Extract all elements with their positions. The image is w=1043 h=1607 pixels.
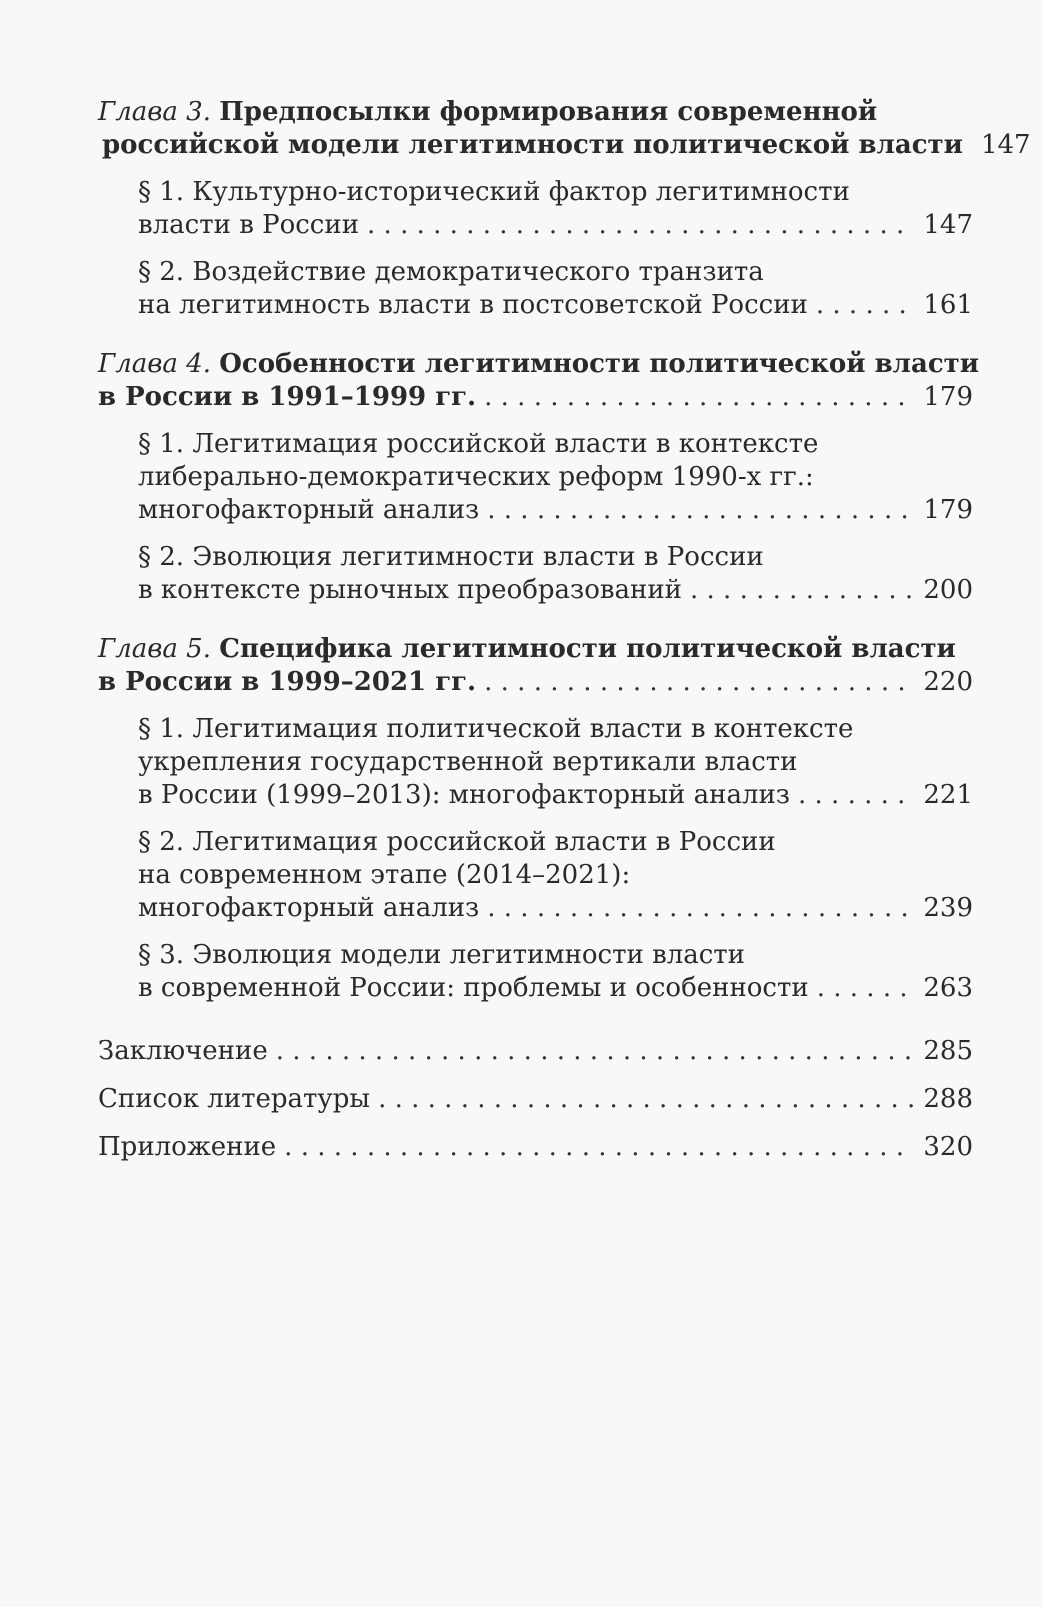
- section-3-1-line1: § 1. Культурно-исторический фактор легитимности: [138, 177, 850, 207]
- section-5-1-line3: в России (1999–2013): многофакторный анализ: [138, 780, 790, 810]
- chapter-3-heading-line2: [98, 129, 1031, 162]
- dot-leader: [816, 289, 913, 322]
- toc-section-3-1: [98, 176, 973, 242]
- dot-leader: [817, 972, 914, 1005]
- section-3-2-last-line: [138, 289, 973, 322]
- section-3-2-page: 161: [923, 290, 973, 320]
- dot-leader: [378, 1083, 913, 1116]
- section-3-1-line2: власти в России: [138, 210, 360, 240]
- dot-leader: [487, 494, 913, 527]
- toc-chapter-5: [98, 633, 973, 1005]
- dot-leader: [484, 381, 913, 414]
- section-4-1-line3: многофакторный анализ: [138, 495, 480, 525]
- section-5-2-line1: § 2. Легитимация российской власти в России: [138, 827, 776, 857]
- toc-section-5-3: [98, 939, 973, 1005]
- dot-leader: [484, 666, 913, 699]
- toc-section-4-2: [98, 541, 973, 607]
- toc-section-5-1: [98, 713, 973, 812]
- chapter-5-page: 220: [923, 667, 973, 697]
- section-4-2-last-line: [138, 574, 973, 607]
- chapter-5-title-line2: в России в 1999–2021 гг.: [98, 667, 477, 697]
- toc-item-appendix: [98, 1131, 973, 1164]
- toc-section-3-2: [98, 256, 973, 322]
- table-of-contents: [98, 96, 1031, 1164]
- section-5-2-line2: на современном этапе (2014–2021):: [138, 860, 631, 890]
- appendix-label: Приложение: [98, 1132, 277, 1162]
- section-5-2-page: 239: [923, 893, 973, 923]
- section-4-1-line2: либерально-демократических реформ 1990-х гг.:: [138, 462, 814, 492]
- section-4-1-page: 179: [923, 495, 973, 525]
- dot-leader: [798, 779, 913, 812]
- section-5-3-page: 263: [923, 973, 973, 1003]
- section-4-2-line2: в контексте рыночных преобразований: [138, 575, 682, 605]
- toc-chapter-4: [98, 348, 980, 607]
- section-5-2-last-line: [138, 892, 973, 925]
- toc-item-conclusion: [98, 1035, 973, 1068]
- chapter-3-heading-line1: [98, 96, 973, 129]
- chapter-5-prefix: Глава 5.: [98, 634, 211, 664]
- chapter-3-title-line2: российской модели легитимности политической власти: [102, 130, 963, 160]
- section-4-2-page: 200: [923, 575, 973, 605]
- dot-leader: [276, 1035, 914, 1068]
- section-5-3-line2: в современной России: проблемы и особенности: [138, 973, 809, 1003]
- section-5-1-line1: § 1. Легитимация политической власти в контексте: [138, 714, 854, 744]
- section-5-2-line3: многофакторный анализ: [138, 893, 480, 923]
- dot-leader: [487, 892, 913, 925]
- section-3-2-line2: на легитимность власти в постсоветской России: [138, 290, 808, 320]
- chapter-4-page: 179: [923, 382, 973, 412]
- chapter-3-title-line1: Предпосылки формирования современной: [219, 97, 878, 127]
- chapter-3-prefix: Глава 3.: [98, 97, 211, 127]
- dot-leader: [284, 1131, 913, 1164]
- chapter-5-heading-line2: [98, 666, 973, 699]
- section-5-3-last-line: [138, 972, 973, 1005]
- chapter-5-title-line1: Специфика легитимности политической власти: [219, 634, 956, 664]
- section-4-1-last-line: [138, 494, 973, 527]
- section-3-2-line1: § 2. Воздействие демократического транзита: [138, 257, 764, 287]
- section-5-1-last-line: [138, 779, 973, 812]
- chapter-3-page: 147: [980, 130, 1031, 160]
- chapter-4-heading-line2: [98, 381, 973, 414]
- conclusion-label: Заключение: [98, 1036, 268, 1066]
- section-3-1-page: 147: [923, 210, 973, 240]
- appendix-page: 320: [923, 1132, 973, 1162]
- chapter-5-heading-line1: [98, 633, 973, 666]
- section-4-2-line1: § 2. Эволюция легитимности власти в России: [138, 542, 764, 572]
- chapter-4-title-line2: в России в 1991–1999 гг.: [98, 382, 477, 412]
- conclusion-page: 285: [923, 1036, 973, 1066]
- section-5-3-line1: § 3. Эволюция модели легитимности власти: [138, 940, 746, 970]
- section-5-1-page: 221: [923, 780, 973, 810]
- dot-leader: [367, 209, 913, 242]
- toc-backmatter: [98, 1035, 973, 1164]
- section-3-1-last-line: [138, 209, 973, 242]
- chapter-4-title-line1: Особенности легитимности политической власти: [219, 349, 980, 379]
- bibliography-page: 288: [923, 1084, 973, 1114]
- toc-section-5-2: [98, 826, 973, 925]
- dot-leader: [690, 574, 913, 607]
- section-5-1-line2: укрепления государственной вертикали власти: [138, 747, 798, 777]
- toc-item-bibliography: [98, 1083, 973, 1116]
- chapter-4-prefix: Глава 4.: [98, 349, 211, 379]
- toc-chapter-3: [98, 96, 1031, 322]
- toc-section-4-1: [98, 428, 973, 527]
- section-4-1-line1: § 1. Легитимация российской власти в контексте: [138, 429, 819, 459]
- chapter-4-heading-line1: [98, 348, 980, 381]
- bibliography-label: Список литературы: [98, 1084, 371, 1114]
